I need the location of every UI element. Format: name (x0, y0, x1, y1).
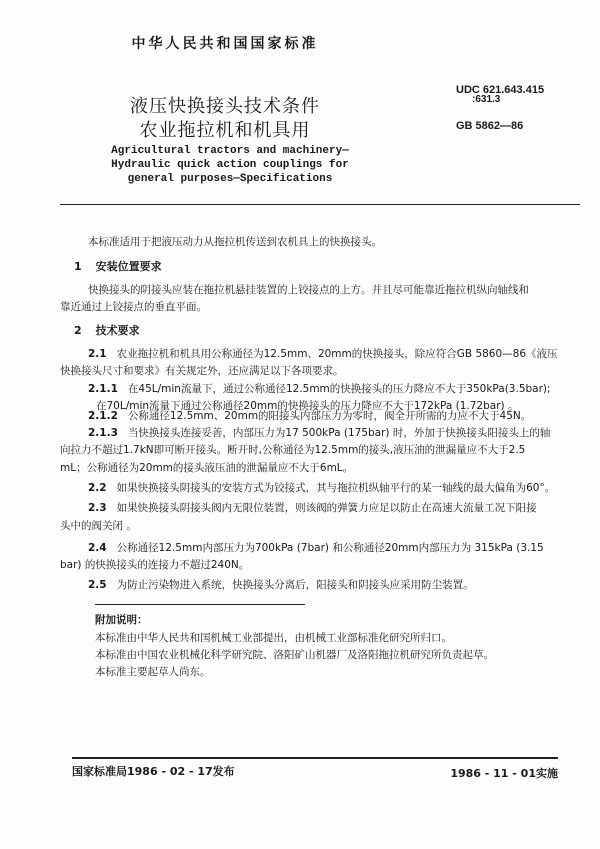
appendix-divider (95, 604, 305, 605)
clause-2-1: 2.1 农业拖拉机和机具用公称通径为12.5mm、20mm的快换接头，除应符合GB 5860—86《液压 (88, 348, 558, 360)
section-1-heading: 1 安装位置要求 (74, 260, 162, 273)
clause-2-1-cont: 快换接头尺寸和要求》有关规定外，还应满足以下各项要求。 (60, 365, 344, 377)
clause-2-1-3-cont2: mL；公称通径为20mm的接头液压油的泄漏量应不大于6mL。 (60, 462, 354, 474)
gb-number: GB 5862—86 (456, 120, 524, 132)
clause-2-1-1: 2.1.1 在45L/min流量下，通过公称通径12.5mm的快换接头的压力降应不大于350kPa(3.5bar); (88, 383, 551, 395)
title-line-1: 液压快换接头技术条件 (130, 96, 320, 117)
section-1-text: 快换接头的阴接头应装在拖拉机悬挂装置的上铰接点的上方。并且尽可能靠近拖拉机纵向轴线和 (88, 284, 529, 296)
appendix-line-1: 本标准由中华人民共和国机械工业部提出，由机械工业部标准化研究所归口。 (95, 632, 452, 644)
clause-2-5: 2.5 为防止污染物进入系统，快换接头分离后，阳接头和阴接头应采用防尘装置。 (88, 579, 474, 591)
clause-2-3: 2.3 如果快换接头阴接头阀内无限位装置，则该阀的弹簧力应足以防止在高速大流量工况下阳接 (88, 502, 537, 514)
clause-2-3-cont: 头中的阀关闭 。 (60, 520, 137, 532)
appendix-title: 附加说明： (95, 614, 148, 626)
section-1-text-cont: 靠近通过上铰接点的垂直平面。 (60, 301, 207, 313)
clause-2-1-1-cont: 在70L/min流量下通过公称通径20mm的快换接头的压力降应不大于172kPa (1.72bar) 。 (96, 400, 519, 412)
issue-date: 国家标准局1986 - 02 - 17发布 (72, 765, 235, 778)
effective-date: 1986 - 11 - 01实施 (450, 767, 558, 780)
title-line-2: 农业拖拉机和机具用 (139, 120, 311, 141)
clause-2-1-2: 2.1.2 公称通径12.5mm、20mm的阳接头内部压力为零时，阀全开所需的力应不大于45N。 (88, 410, 532, 422)
appendix-line-2: 本标准由中国农业机械化科学研究院、洛阳矿山机器厂及洛阳拖拉机研究所负责起草。 (95, 649, 494, 661)
national-standard-heading: 中华人民共和国国家标准 (131, 36, 319, 52)
section-2-heading: 2 技术要求 (74, 324, 140, 337)
footer-divider (72, 757, 558, 759)
intro-text: 本标准适用于把液压动力从拖拉机传送到农机具上的快换接头。 (88, 236, 382, 248)
appendix-line-3: 本标准主要起草人尚东。 (95, 666, 211, 678)
english-title-1: Agricultural tractors and machinery— (111, 145, 349, 157)
header-divider (60, 204, 580, 205)
clause-2-1-3-cont: 向拉力不超过1.7kN即可断开接头。断开时,公称通径为12.5mm的接头,液压油的泄漏量应不大于2.5 (60, 444, 526, 456)
udc-code-2: :631.3 (472, 94, 501, 105)
udc-code: UDC 621.643.415 (456, 84, 545, 96)
clause-2-4: 2.4 公称通径12.5mm内部压力为700kPa (7bar) 和公称通径20mm内部压力为 315kPa (3.15 (88, 542, 544, 554)
english-title-3: general purposes—Specifications (127, 173, 333, 185)
english-title-2: Hydraulic quick action couplings for (111, 159, 349, 171)
clause-2-1-3: 2.1.3 当快换接头连接妥善，内部压力为17 500kPa (175bar) 时，外加于快换接头阳接头上的轴 (88, 427, 551, 439)
clause-2-2: 2.2 如果快换接头阴接头的安装方式为铰接式，其与拖拉机纵轴平行的某一轴线的最大偏角为60°。 (88, 482, 556, 494)
clause-2-4-cont: bar) 的快换接头的连接力不超过240N。 (60, 559, 250, 571)
